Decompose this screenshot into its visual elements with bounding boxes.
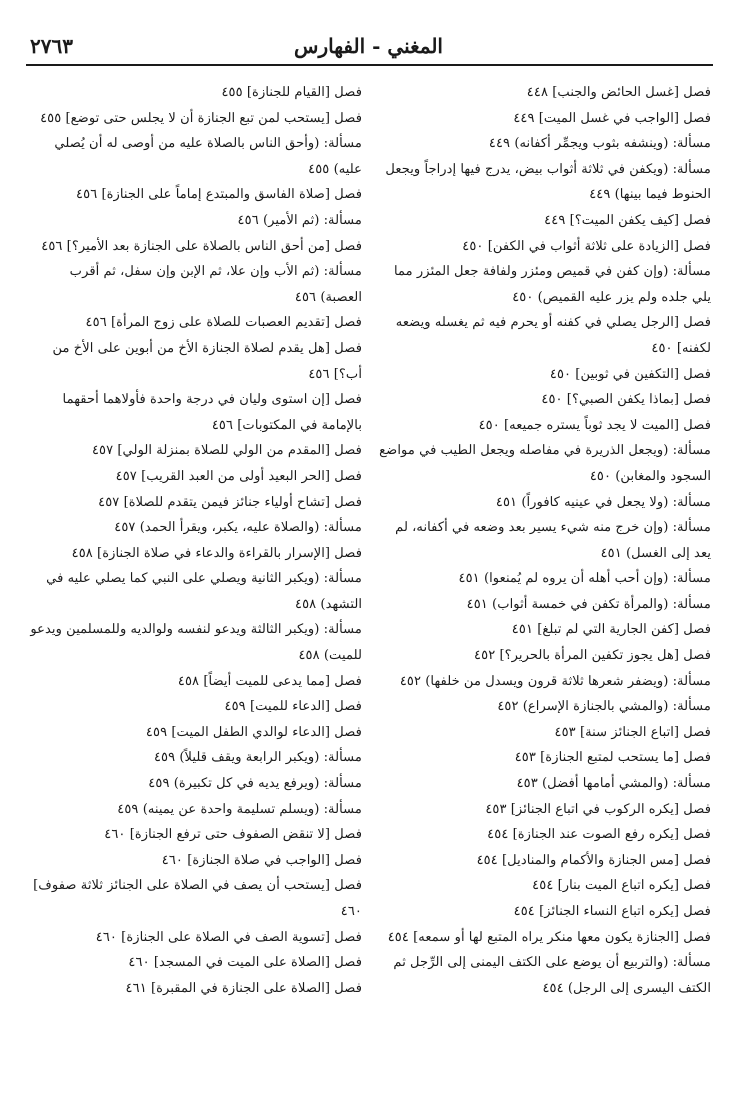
index-entry: فصل [مس الجنازة والأكمام والمناديل] ٤٥٤ [476,852,711,868]
index-entry: فصل [يكره الركوب في اتباع الجنائز] ٤٥٣ [485,801,711,817]
index-entry: فصل [بماذا يكفن الصبي؟] ٤٥٠ [541,392,711,408]
index-entry: فصل [كيف يكفن الميت؟] ٤٤٩ [544,212,711,228]
index-entry: مسألة: (والمشي أمامها أفضل) ٤٥٣ [516,776,711,792]
page-number: ٢٧٦٣ [30,34,73,58]
index-entry: فصل [الواجب في غسل الميت] ٤٤٩ [513,110,711,126]
index-entry: مسألة: (ولا يجعل في عينيه كافوراً) ٤٥١ [495,494,711,510]
index-entry: مسألة: (ويجعل الذريرة في مفاصله ويجعل الطيب في مواضع السجود والمغابن) ٤٥٠ [379,443,711,484]
index-entry: مسألة: (ثم الأمير) ٤٥٦ [237,212,362,228]
index-column-left [26,80,362,1001]
index-entry: فصل [مما يدعى للميت أيضاً] ٤٥٨ [177,673,362,689]
index-entry: فصل [تشاح أولياء جنائز فيمن يتقدم للصلاة] ٤٥٧ [98,494,362,510]
index-entry: فصل [إن استوى وليان في درجة واحدة فأولاهما أحقهما بالإمامة في المكتوبات] ٤٥٦ [62,392,362,433]
index-entry: مسألة: (ويسلم تسليمة واحدة عن يمينه) ٤٥٩ [117,801,362,817]
index-entry: مسألة: (والتربيع أن يوضع على الكتف اليمنى إلى الرِّجل ثم الكتف اليسرى إلى الرجل) ٤٥٤ [393,955,711,996]
index-entry: فصل [الدعاء للميت] ٤٥٩ [224,699,362,715]
running-title: المغني - الفهارس [294,34,443,58]
index-entry: فصل [لا تنقض الصفوف حتى ترفع الجنازة] ٤٦٠ [104,827,362,843]
index-entry: مسألة: (وأحق الناس بالصلاة عليه من أوصى له أن يُصلي عليه) ٤٥٥ [54,136,362,177]
index-entry: مسألة: (ويكفن في ثلاثة أثواب بيض، يدرج فيها إدراجاً ويجعل الحنوط فيما بينها) ٤٤٩ [385,161,711,203]
index-entry: فصل [يستحب أن يصف في الصلاة على الجنائز ثلاثة صفوف] ٤٦٠ [33,878,362,919]
index-entry: فصل [صلاة الفاسق والمبتدع إماماً على الجنازة] ٤٥٦ [76,187,362,203]
index-entry: فصل [الصلاة على الجنازة في المقبرة] ٤٦١ [125,980,362,996]
index-entry: مسألة: (وإن خرج منه شيء يسير بعد وضعه في أكفانه، لم يعد إلى الغسل) ٤٥١ [395,520,711,561]
index-entry: مسألة: (ثم الأب وإن علا، ثم الإبن وإن سفل، ثم أقرب العصبة) ٤٥٦ [69,264,362,305]
index-entry: فصل [الرجل يصلي في كفنه أو يحرم فيه ثم يغسله ويضعه لكفنه] ٤٥٠ [395,315,711,356]
index-entry: فصل [يكره رفع الصوت عند الجنازة] ٤٥٤ [487,827,711,843]
index-entry: مسألة: (ويكبر الثانية ويصلي على النبي كما يصلي عليه في التشهد) ٤٥٨ [46,571,362,612]
index-entry: مسألة: (وينشفه بثوب ويجمِّر أكفانه) ٤٤٩ [488,136,711,152]
index-entry: فصل [التكفين في ثوبين] ٤٥٠ [549,366,711,382]
index-entry: مسألة: (والمرأة تكفن في خمسة أثواب) ٤٥١ [466,596,711,612]
index-entry: مسألة: (ويضفر شعرها ثلاثة قرون ويسدل من خلفها) ٤٥٢ [399,673,711,689]
index-entry: فصل [يكره اتباع الميت بنار] ٤٥٤ [532,878,711,894]
index-entry: فصل [تقديم العصبات للصلاة على زوج المرأة] ٤٥٦ [85,315,362,331]
index-entry: مسألة: (ويرفع يديه في كل تكبيرة) ٤٥٩ [148,776,362,792]
index-entry: فصل [القيام للجنازة] ٤٥٥ [221,85,362,100]
page-header [26,34,713,66]
index-entry: مسألة: (والصلاة عليه، يكبر، ويقرأ الحمد) ٤٥٧ [114,520,362,536]
index-entry: فصل [يستحب لمن تبع الجنازة أن لا يجلس حتى توضع] ٤٥٥ [40,110,362,126]
index-column-right [375,80,711,1001]
index-entry: فصل [الدعاء لوالدي الطفل الميت] ٤٥٩ [145,724,362,740]
index-entry: فصل [الحر البعيد أولى من العبد القريب] ٤٥٧ [115,468,362,484]
index-entry: مسألة: (والمشي بالجنازة الإسراع) ٤٥٢ [497,699,711,715]
index-entry: فصل [الإسرار بالقراءة والدعاء في صلاة الجنازة] ٤٥٨ [71,545,362,561]
index-entry: فصل [هل يجوز تكفين المرأة بالحرير؟] ٤٥٢ [474,648,711,664]
index-entry: فصل [من أحق الناس بالصلاة على الجنازة بعد الأمير؟] ٤٥٦ [41,238,362,254]
index-entry: مسألة: (ويكبر الرابعة ويقف قليلاً) ٤٥٩ [153,750,362,766]
index-entry: فصل [الجنازة يكون معها منكر يراه المتبع لها أو سمعه] ٤٥٤ [387,929,711,945]
index-entry: مسألة: (وإن أحب أهله أن يروه لم يُمنعوا) ٤٥١ [458,571,711,587]
index-entry: فصل [هل يقدم لصلاة الجنازة الأخ من أبوين على الأخ من أب؟] ٤٥٦ [52,340,362,382]
index-entry: فصل [يكره اتباع النساء الجنائز] ٤٥٤ [513,904,711,919]
index-entry: فصل [كفن الجارية التي لم تبلغ] ٤٥١ [511,622,711,638]
index-entry: فصل [الزيادة على ثلاثة أثواب في الكفن] ٤٥٠ [462,238,711,254]
index-entry: فصل [تسوية الصف في الصلاة على الجنازة] ٤٦٠ [95,929,362,945]
index-entry: فصل [المقدم من الولي للصلاة بمنزلة الولي] ٤٥٧ [91,443,362,459]
index-entry: فصل [الميت لا يجد ثوباً يستره جميعه] ٤٥٠ [478,417,711,433]
index-entry: مسألة: (ويكبر الثالثة ويدعو لنفسه ولوالديه وللمسلمين ويدعو للميت) ٤٥٨ [30,622,362,664]
index-entry: فصل [اتباع الجنائز سنة] ٤٥٣ [554,724,711,740]
index-entry: فصل [الصلاة على الميت في المسجد] ٤٦٠ [128,955,362,971]
index-entry: مسألة: (وإن كفن في قميص ومئزر ولفافة جعل المئزر مما يلي جلده ولم يزر عليه القميص) ٤٥٠ [394,264,711,305]
index-entry: فصل [ما يستحب لمتبع الجنازة] ٤٥٣ [514,750,711,766]
index-entry: فصل [غسل الحائض والجنب] ٤٤٨ [526,85,711,100]
index-entry: فصل [الواجب في صلاة الجنازة] ٤٦٠ [161,852,362,868]
